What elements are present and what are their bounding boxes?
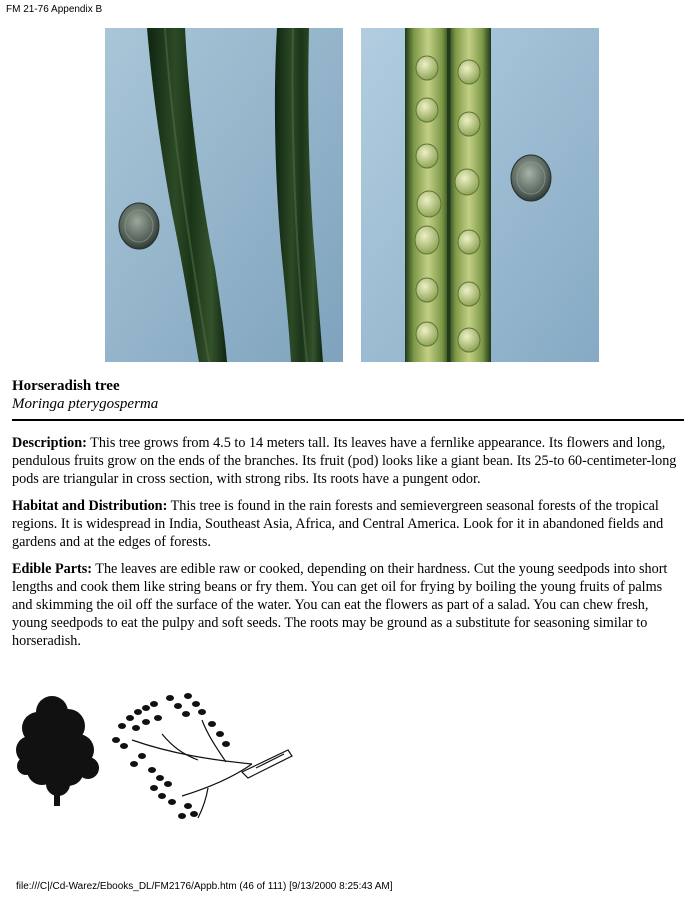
description-paragraph (12, 434, 684, 488)
whole-pods-photo (105, 28, 343, 362)
plant-common-name: Horseradish tree (12, 378, 120, 394)
habitat-text: This tree is found in the rain forests and semievergreen seasonal forests of the tropical regions. It is widespread in India, Southeast Asia, Africa, and Central America. Look for it in abandoned fields and gardens and at the edges of forests. (12, 498, 664, 550)
tree-silhouette-icon (16, 696, 99, 806)
edible-parts-text: The leaves are edible raw or cooked, depending on their hardness. Cut the young seedpods into short lengths and cook them like string beans or fry them. You can get oil for frying by boiling the young fruits of palms and skimming the oil off the surface of the water. You can eat the flowers as part of a salad. You can chew fresh, young seedpods to eat the pulpy and soft seeds. The roots may be ground as a substitute for seasoning similar to horseradish. (12, 561, 668, 649)
plant-illustration (12, 684, 296, 824)
leaf-branch-icon (132, 720, 292, 818)
habitat-paragraph (12, 497, 684, 551)
edible-parts-paragraph (12, 560, 684, 650)
page-footer: file:///C|/Cd-Warez/Ebooks_DL/FM2176/Appb.htm (46 of 111) [9/13/2000 8:25:43 AM] (16, 881, 393, 892)
plant-description-body (12, 434, 684, 659)
description-text: This tree grows from 4.5 to 14 meters tall. Its leaves have a fernlike appearance. Its flowers and long, pendulous fruits grow on the ends of the branches. Its fruit (pod) looks like a giant bean. Its 25-to 60-centimeter-long pods are triangular in cross section, with strong ribs. Its roots have a pungent odor. (12, 435, 677, 487)
description-heading: Description: (12, 435, 87, 451)
page-header: FM 21-76 Appendix B (6, 4, 103, 15)
leaflets-icon (112, 693, 230, 819)
split-pods-photo (361, 28, 599, 362)
plant-title-block (12, 377, 684, 413)
plant-scientific-name: Moringa pterygosperma (12, 396, 159, 412)
habitat-heading: Habitat and Distribution: (12, 498, 168, 514)
edible-parts-heading: Edible Parts: (12, 561, 92, 577)
section-divider (12, 419, 684, 421)
